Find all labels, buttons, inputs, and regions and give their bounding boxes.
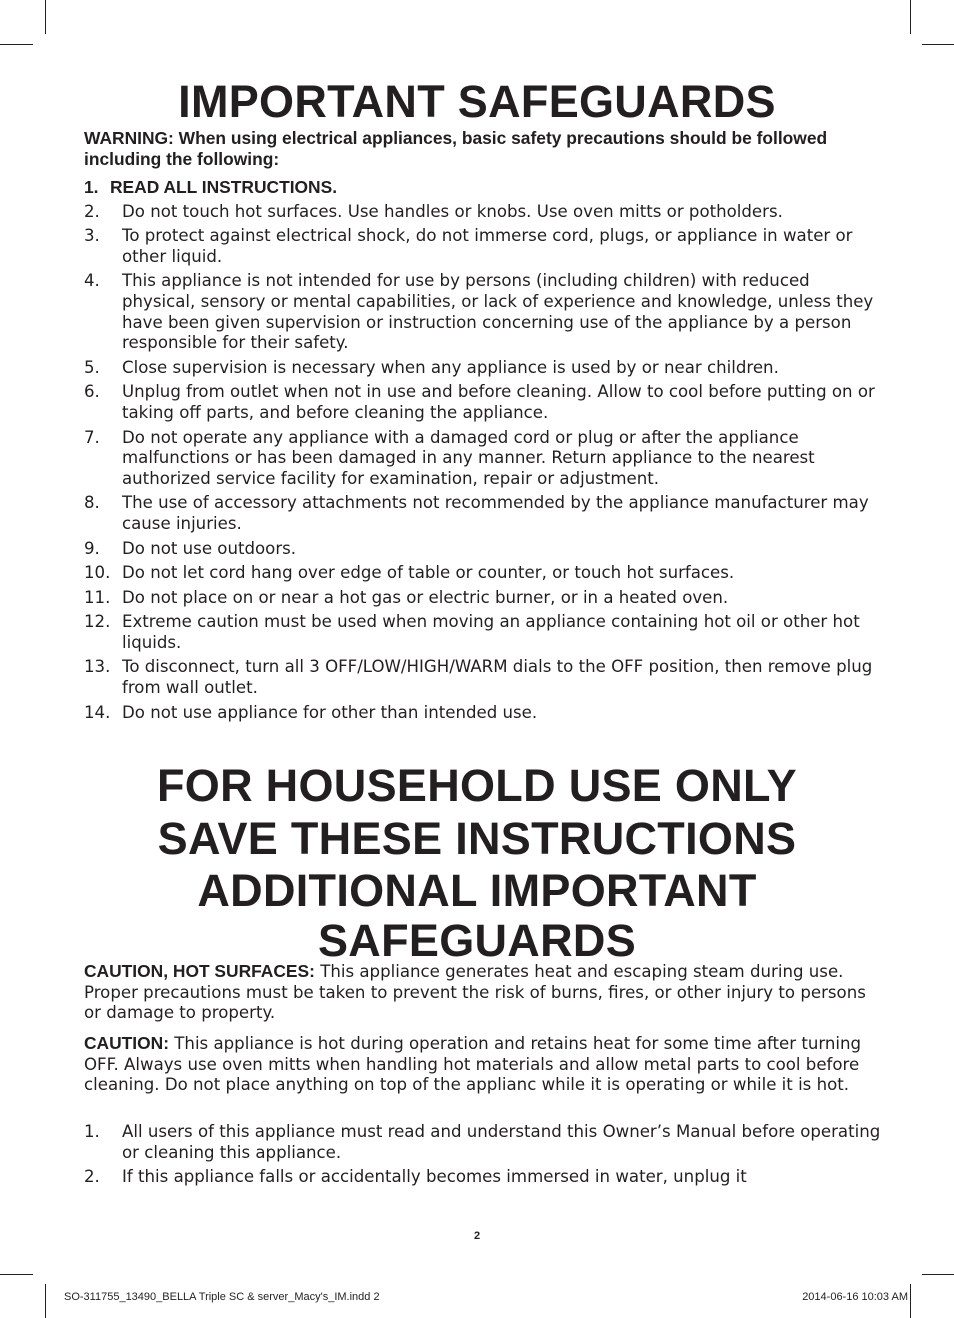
item-number: 5. <box>84 357 100 377</box>
item-number: 8. <box>84 493 100 513</box>
item-text: Do not use appliance for other than intended use. <box>122 702 538 722</box>
item-number: 11. <box>84 587 111 607</box>
item-number: 3. <box>84 226 100 246</box>
item-text: If this appliance falls or accidentally becomes immersed in water, unplug it <box>122 1167 747 1187</box>
list-item <box>84 1167 884 1188</box>
crop-mark <box>922 44 954 45</box>
list-item <box>84 493 884 534</box>
safeguards-list <box>84 177 884 727</box>
crop-mark <box>45 1284 46 1318</box>
list-item <box>84 588 884 609</box>
heading-important-safeguards: IMPORTANT SAFEGUARDS <box>178 76 776 127</box>
slug-filename: SO-311755_13490_BELLA Triple SC & server_Macy's_IM.indd 2 <box>64 1291 380 1303</box>
item-text: To protect against electrical shock, do not immerse cord, plugs, or appliance in water or other liquid. <box>122 226 853 266</box>
item-text: Do not touch hot surfaces. Use handles or knobs. Use oven mitts or potholders. <box>122 201 783 221</box>
item-text: Do not operate any appliance with a damaged cord or plug or after the appliance malfunctions or has been damaged in any manner. Return appliance to the nearest authorized service facility for examination, repair or adjustment. <box>122 427 815 488</box>
caution-lead: CAUTION: <box>84 1033 170 1053</box>
crop-mark <box>45 0 46 34</box>
crop-mark <box>0 1274 33 1275</box>
page-number: 2 <box>473 1230 481 1242</box>
list-item <box>84 539 884 560</box>
item-text: Do not use outdoors. <box>122 538 297 558</box>
caution-text: This appliance is hot during operation and retains heat for some time after turning OFF. Always use oven mitts when handling hot materials and allow metal parts to cool before cleaning. Do not place anything on top of the applianc while it is operating or while it is hot. <box>84 1034 862 1095</box>
item-number: 2. <box>84 1167 100 1187</box>
item-text: Extreme caution must be used when moving an appliance containing hot oil or other hot liquids. <box>122 612 860 652</box>
list-item <box>84 177 884 198</box>
crop-mark <box>910 1284 911 1318</box>
list-item <box>84 612 884 653</box>
list-item <box>84 1122 884 1163</box>
item-number: 1. <box>84 177 99 197</box>
list-item <box>84 202 884 223</box>
heading-save-instructions: SAVE THESE INSTRUCTIONS <box>157 813 797 864</box>
item-number: 6. <box>84 382 100 402</box>
item-text: All users of this appliance must read and understand this Owner’s Manual before operating or cleaning this appliance. <box>122 1122 881 1162</box>
additional-safeguards-list <box>84 1122 884 1192</box>
item-number: 1. <box>84 1122 100 1141</box>
caution-hot-lead: CAUTION, HOT SURFACES: <box>84 961 315 981</box>
item-text: Do not place on or near a hot gas or electric burner, or in a heated oven. <box>122 587 729 607</box>
item-text: READ ALL INSTRUCTIONS. <box>110 177 338 197</box>
list-item <box>84 271 884 353</box>
item-number: 12. <box>84 612 111 632</box>
list-item <box>84 382 884 423</box>
list-item <box>84 428 884 490</box>
list-item <box>84 358 884 379</box>
item-number: 13. <box>84 657 111 677</box>
item-number: 4. <box>84 271 100 291</box>
caution-paragraph <box>84 1033 874 1096</box>
item-text: Do not let cord hang over edge of table or counter, or touch hot surfaces. <box>122 563 735 583</box>
item-number: 2. <box>84 201 100 221</box>
item-text: Unplug from outlet when not in use and before cleaning. Allow to cool before putting on or taking off parts, and before cleaning the appliance. <box>122 382 875 422</box>
caution-hot-text: This appliance generates heat and escaping steam during use. Proper precautions must be taken to prevent the risk of burns, fires, or other injury to persons or damage to property. <box>84 962 866 1023</box>
warning-text: WARNING: When using electrical appliances, basic safety precautions should be followed including the following: <box>84 128 828 169</box>
list-item <box>84 703 884 724</box>
crop-mark <box>0 44 33 45</box>
item-number: 10. <box>84 563 111 583</box>
slug-date: 2014-06-16 10:03 AM <box>802 1291 908 1303</box>
item-text: The use of accessory attachments not recommended by the appliance manufacturer may cause injuries. <box>122 493 869 533</box>
item-number: 7. <box>84 427 100 447</box>
list-item <box>84 563 884 584</box>
heading-additional-safeguards: ADDITIONAL IMPORTANT SAFEGUARDS <box>197 865 757 966</box>
list-item <box>84 657 884 698</box>
caution-hot-surfaces <box>84 961 874 1024</box>
crop-mark <box>922 1274 954 1275</box>
crop-mark <box>910 0 911 34</box>
list-item <box>84 226 884 267</box>
item-text: To disconnect, turn all 3 OFF/LOW/HIGH/WARM dials to the OFF position, then remove plug from wall outlet. <box>122 657 873 698</box>
item-text: Close supervision is necessary when any appliance is used by or near children. <box>122 357 779 377</box>
item-text: This appliance is not intended for use by persons (including children) with reduced physical, sensory or mental capabilities, or lack of experience and knowledge, unless they have been given supervision or instruction concerning use of the appliance by a person responsible for their safety. <box>122 271 874 353</box>
item-number: 14. <box>84 702 111 722</box>
heading-household-use: FOR HOUSEHOLD USE ONLY <box>156 760 797 811</box>
item-number: 9. <box>84 538 100 558</box>
